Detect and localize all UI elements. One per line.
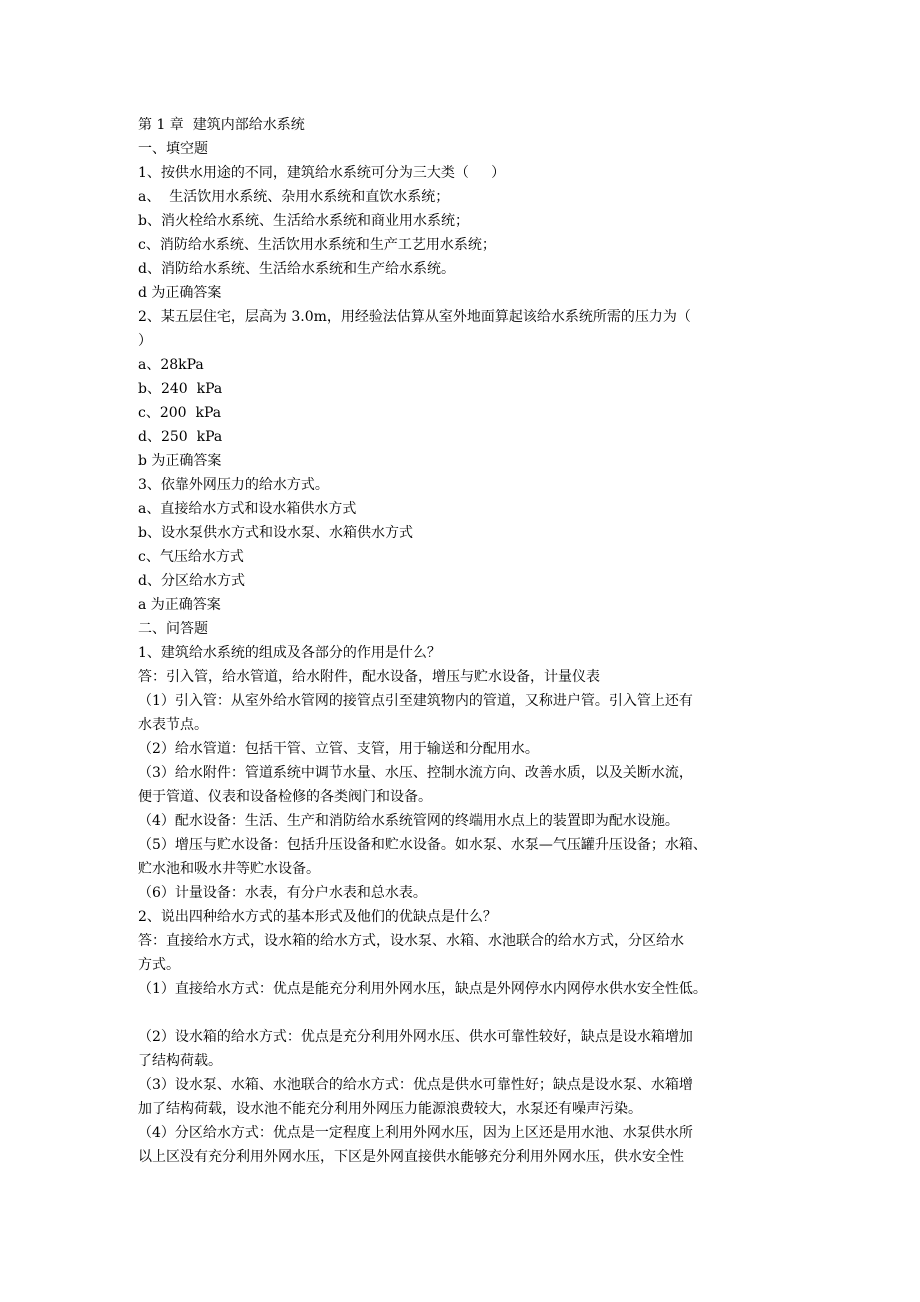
question-3-option-d: d、分区给水方式 xyxy=(138,573,245,589)
question-1-option-b: b、消火栓给水系统、生活给水系统和商业用水系统； xyxy=(138,213,469,229)
question-2-stem-cont: ） xyxy=(138,333,152,349)
question-1-stem: 1、按供水用途的不同，建筑给水系统可分为三大类（ ） xyxy=(138,165,506,181)
qa-2-item-line: （4）分区给水方式：优点是一定程度上利用外网水压，因为上区还是用水池、水泵供水所 xyxy=(138,1125,693,1141)
qa-2-answer-line: 方式。 xyxy=(138,957,180,973)
qa-1-item-line: （1）引入管：从室外给水管网的接管点引至建筑物内的管道，又称进户管。引入管上还有 xyxy=(138,693,693,709)
qa-1-item-line: 贮水池和吸水井等贮水设备。 xyxy=(138,861,320,877)
qa-2-item-line: 加了结构荷载，设水池不能充分利用外网压力能源浪费较大，水泵还有噪声污染。 xyxy=(138,1101,642,1117)
question-3-option-b: b、设水泵供水方式和设水泵、水箱供水方式 xyxy=(138,525,413,541)
section-heading-qa: 二、问答题 xyxy=(138,621,208,637)
question-2-option-c: c、200 kPa xyxy=(138,405,222,421)
question-3-answer: a 为正确答案 xyxy=(138,597,221,613)
qa-2-item-line: （2）设水箱的给水方式：优点是充分利用外网水压、供水可靠性较好，缺点是设水箱增加 xyxy=(138,1029,693,1045)
qa-2-item-line: 以上区没有充分利用外网水压，下区是外网直接供水能够充分利用外网水压，供水安全性 xyxy=(138,1149,684,1165)
qa-1-question: 1、建筑给水系统的组成及各部分的作用是什么？ xyxy=(138,645,441,661)
qa-1-item-line: （5）增压与贮水设备：包括升压设备和贮水设备。如水泵、水泵—气压罐升压设备；水箱、 xyxy=(138,837,707,853)
question-3-option-c: c、气压给水方式 xyxy=(138,549,244,565)
question-1-answer: d 为正确答案 xyxy=(138,285,222,301)
question-3-stem: 3、依靠外网压力的给水方式。 xyxy=(138,477,329,493)
qa-1-item-line: （2）给水管道：包括干管、立管、支管，用于输送和分配用水。 xyxy=(138,741,539,757)
document-page xyxy=(138,113,798,1169)
qa-1-item-line: （6）计量设备：水表，有分户水表和总水表。 xyxy=(138,885,427,901)
question-2-option-b: b、240 kPa xyxy=(138,381,223,397)
chapter-title: 第 1 章 建筑内部给水系统 xyxy=(138,117,305,133)
qa-2-item-line: （1）直接给水方式：优点是能充分利用外网水压，缺点是外网停水内网停水供水安全性低。 xyxy=(138,981,707,997)
question-2-option-a: a、28kPa xyxy=(138,357,204,373)
qa-2-question: 2、说出四种给水方式的基本形式及他们的优缺点是什么？ xyxy=(138,909,497,925)
question-2-answer: b 为正确答案 xyxy=(138,453,222,469)
question-2-stem: 2、某五层住宅，层高为 3.0m，用经验法估算从室外地面算起该给水系统所需的压力为（ xyxy=(138,309,691,325)
qa-2-item-line: （3）设水泵、水箱、水池联合的给水方式：优点是供水可靠性好；缺点是设水泵、水箱增 xyxy=(138,1077,693,1093)
blank-line xyxy=(138,1001,798,1025)
qa-2-answer-line: 答：直接给水方式，设水箱的给水方式，设水泵、水箱、水池联合的给水方式，分区给水 xyxy=(138,933,684,949)
question-1-option-d: d、消防给水系统、生活给水系统和生产给水系统。 xyxy=(138,261,455,277)
qa-1-item-line: （4）配水设备：生活、生产和消防给水系统管网的终端用水点上的装置即为配水设施。 xyxy=(138,813,679,829)
question-3-option-a: a、直接给水方式和设水箱供水方式 xyxy=(138,501,357,517)
question-1-option-c: c、消防给水系统、生活饮用水系统和生产工艺用水系统； xyxy=(138,237,496,253)
qa-2-item-line: 了结构荷载。 xyxy=(138,1053,222,1069)
qa-1-answer-intro: 答：引入管，给水管道，给水附件，配水设备，增压与贮水设备，计量仪表 xyxy=(138,669,600,685)
question-2-option-d: d、250 kPa xyxy=(138,429,223,445)
qa-1-item-line: 水表节点。 xyxy=(138,717,208,733)
question-1-option-a: a、 生活饮用水系统、杂用水系统和直饮水系统； xyxy=(138,189,450,205)
section-heading-fill-in: 一、填空题 xyxy=(138,141,208,157)
qa-1-item-line: （3）给水附件：管道系统中调节水量、水压、控制水流方向、改善水质，以及关断水流， xyxy=(138,765,693,781)
qa-1-item-line: 便于管道、仪表和设备检修的各类阀门和设备。 xyxy=(138,789,432,805)
